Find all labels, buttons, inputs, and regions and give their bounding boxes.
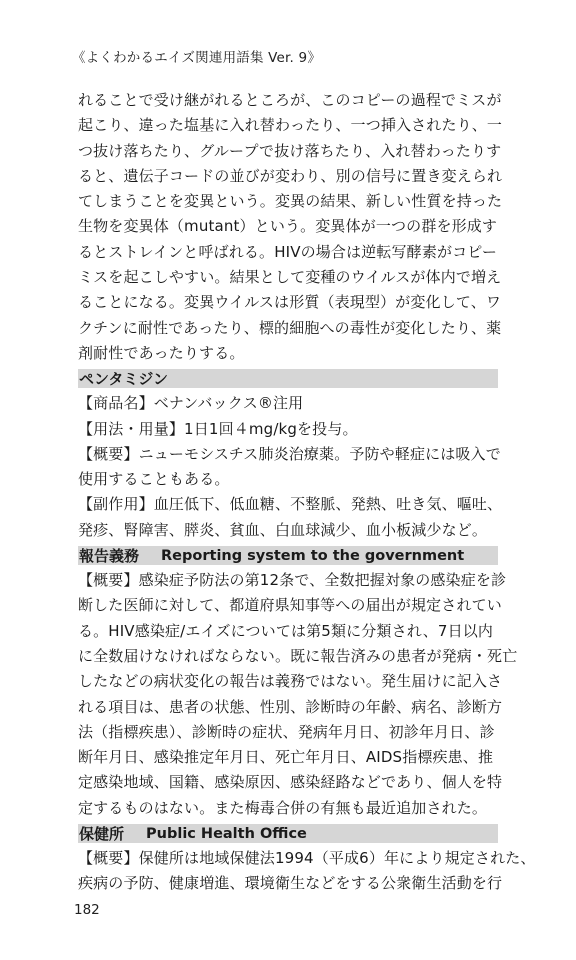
- text-line: るとストレインと呼ばれる。HIVの場合は逆転写酵素がコピー: [78, 242, 497, 261]
- text-line: ミスを起こしやすい。結果として変種のウイルスが体内で増え: [78, 268, 502, 287]
- entry-heading-reporting: [78, 546, 498, 565]
- text-line: 定感染地域、国籍、感染原因、感染経路などであり、個人を特: [78, 773, 503, 792]
- text-line: てしまうことを変異という。変異の結果、新しい性質を持った: [78, 192, 503, 211]
- text-line: 使用することもある。: [78, 470, 230, 489]
- text-line: れることで受け継がれるところが、このコピーの過程でミスが: [78, 91, 502, 109]
- entry-body-reporting: [78, 568, 518, 821]
- text-line: 【商品名】ベナンバックス®注用: [78, 394, 304, 413]
- entry-english-term: Reporting system to the government: [161, 547, 465, 564]
- text-line: 【概要】ニューモシスチス肺炎治療薬。予防や軽症には吸入で: [78, 444, 501, 463]
- entry-heading-pentamidine: [78, 369, 498, 388]
- text-line: 【概要】感染症予防法の第12条で、全数把握対象の感染症を診: [78, 571, 507, 590]
- text-line: 定するものはない。また梅毒合併の有無も最近追加された。: [78, 798, 488, 817]
- running-header: 《よくわかるエイズ関連用語集 Ver. 9》: [72, 50, 322, 66]
- text-line: 起こり、違った塩基に入れ替わったり、一つ挿入されたり、一: [78, 116, 503, 135]
- text-line: 生物を変異体（mutant）という。変異体が一つの群を形成す: [78, 217, 498, 236]
- text-line: 発疹、腎障害、膵炎、貧血、白血球減少、血小板減少など。: [78, 520, 488, 539]
- entry-heading-public-health-office: [78, 824, 498, 843]
- text-line: 【概要】保健所は地域保健法1994（平成6）年により規定された、: [78, 849, 536, 868]
- entry-term: ペンタミジン: [79, 370, 169, 389]
- text-line: れる項目は、患者の状態、性別、診断時の年齢、病名、診断方: [78, 697, 503, 716]
- page-body: [78, 88, 536, 897]
- text-line: 断年月日、感染推定年月日、死亡年月日、AIDS指標疾患、推: [78, 748, 494, 767]
- entry-body-public-health-office: [78, 846, 536, 897]
- entry-english-term: Public Health Office: [146, 825, 307, 842]
- text-line: ると、遺伝子コードの並びが変わり、別の信号に置き変えられ: [78, 166, 503, 185]
- text-line: 剤耐性であったりする。: [78, 343, 245, 362]
- text-line: クチンに耐性であったり、標的細胞への毒性が変化したり、薬: [78, 318, 502, 337]
- text-line: る。HIV感染症/エイズについては第5類に分類され、7日以内: [78, 621, 494, 640]
- page-number: 182: [74, 902, 100, 918]
- text-line: 【用法・用量】1日1回４mg/kgを投与。: [78, 419, 358, 438]
- text-line: ることになる。変異ウイルスは形質（表現型）が変化して、ワ: [78, 293, 502, 312]
- text-line: 法（指標疾患）、診断時の症状、発病年月日、初診年月日、診: [78, 722, 495, 741]
- text-line: つ抜け落ちたり、グループで抜け落ちたり、入れ替わったりす: [78, 141, 502, 160]
- entry-term: 報告義務: [79, 547, 140, 566]
- text-line: に全数届けなければならない。既に報告済みの患者が発病・死亡: [78, 646, 518, 665]
- text-line: したなどの病状変化の報告は義務ではない。発生届けに記入さ: [78, 672, 503, 691]
- entry-body-pentamidine: [78, 391, 503, 543]
- entry-term: 保健所: [79, 825, 125, 844]
- text-line: 疾病の予防、健康増進、環境衛生などをする公衆衛生活動を行: [78, 874, 503, 893]
- text-line: 断した医師に対して、都道府県知事等への届出が規定されてい: [78, 596, 502, 615]
- text-line: 【副作用】血圧低下、低血糖、不整脈、発熱、吐き気、嘔吐、: [78, 495, 503, 514]
- continuation-paragraph: [78, 88, 503, 366]
